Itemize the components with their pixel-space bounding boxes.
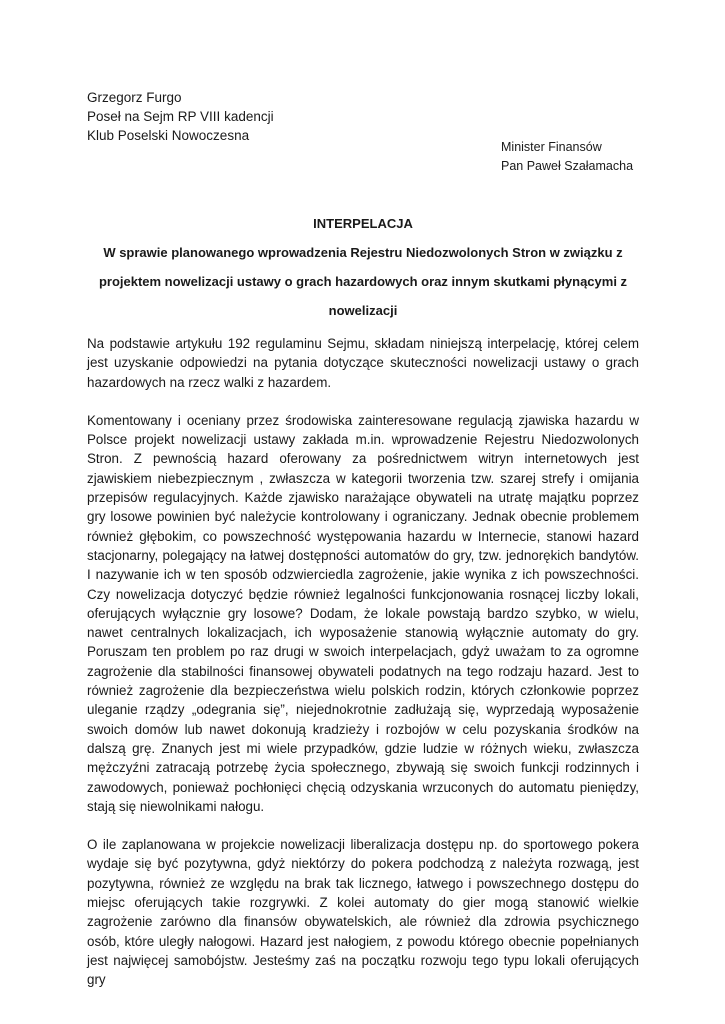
recipient-office: Minister Finansów <box>501 140 602 154</box>
document-heading: INTERPELACJA <box>313 216 413 231</box>
recipient-name: Pan Paweł Szałamacha <box>501 159 634 173</box>
recipient-block <box>501 138 633 176</box>
sender-club: Klub Poselski Nowoczesna <box>87 128 250 143</box>
title-block <box>87 209 639 325</box>
document-body <box>87 334 639 1009</box>
body-paragraph-1: Na podstawie artykułu 192 regulaminu Sejmu, składam niniejszą interpelację, której celem jest uzyskanie odpowiedzi na pytania dotyczące skuteczności nowelizacji ustawy o grach hazardowych na rzecz walki z hazardem. <box>87 336 639 390</box>
sender-position: Poseł na Sejm RP VIII kadencji <box>87 109 274 124</box>
body-paragraph-3: O ile zaplanowana w projekcie nowelizacji liberalizacja dostępu np. do sportowego pokera wydaje się być pozytywna, gdyż niektórzy do pokera podchodzą z należyta rozwagą, jest pozytywna, również ze względu na brak tak licznego, łatwego i powszechnego dostępu do miejsc oferujących takie rozgrywki. Z kolei automaty do gier mogą stanowić wielkie zagrożenie zarówno dla finansów obywatelskich, ale również dla zdrowia psychicznego osób, które uległy nałogowi. Hazard jest nałogiem, z powodu którego obecnie popełnianych jest najwięcej samobójstw. Jesteśmy zaś na początku rozwoju tego typu lokali oferujących gry <box>87 837 639 988</box>
sender-block <box>87 88 274 145</box>
document-subject: W sprawie planowanego wprowadzenia Rejestru Niedozwolonych Stron w związku z projektem nowelizacji ustawy o grach hazardowych oraz innym skutkami płynącymi z nowelizacji <box>98 245 628 318</box>
body-paragraph-2: Komentowany i oceniany przez środowiska zainteresowane regulacją zjawiska hazardu w Polsce projekt nowelizacji ustawy zakłada m.in. wprowadzenie Rejestru Niedozwolonych Stron. Z pewnością hazard oferowany za pośrednictwem witryn internetowych jest zjawiskiem niebezpiecznym , zwłaszcza w kategorii tworzenia tzw. szarej strefy i omijania przepisów regulacyjnych. Każde zjawisko narażające obywateli na utratę majątku poprzez gry losowe powinien być należycie kontrolowany i ograniczany. Jednak obecnie problemem również głębokim, co powszechność występowania hazardu w Internecie, stanowi hazard stacjonarny, polegający na łatwej dostępności automatów do gry, tzw. jednorękich bandytów. I nazywanie ich w ten sposób odzwierciedla zagrożenie, jakie wynika z ich powszechności. Czy nowelizacja dotyczyć będzie również legalności funkcjonowania rosnącej liczby lokali, oferujących wyłącznie gry losowe? Dodam, że lokale powstają bardzo szybko, w wielu, nawet centralnych lokalizacjach, ich wyposażenie stanowią wyłącznie automaty do gry. Poruszam ten problem po raz drugi w swoich interpelacjach, gdyż uważam to za ogromne zagrożenie dla stabilności finansowej obywateli podatnych na tego rodzaju hazard. Jest to również zagrożenie dla bezpieczeństwa wielu polskich rodzin, których członkowie poprzez uleganie rządzy „odegrania się”, niejednokrotnie zadłużają się, wyprzedają wyposażenie swoich domów lub nawet dokonują kradzieży i rozbojów w celu pozyskania środków na dalszą grę. Znanych jest mi wiele przypadków, gdzie ludzie w różnych wieku, zwłaszcza mężczyźni zatracają potrzebę życia społecznego, zbywają się swoich funkcji rodzinnych i zawodowych, ponieważ pochłonięci chęcią odzyskania wrzuconych do automatu pieniędzy, stają się niewolnikami nałogu. <box>87 412 639 814</box>
sender-name: Grzegorz Furgo <box>87 90 182 105</box>
